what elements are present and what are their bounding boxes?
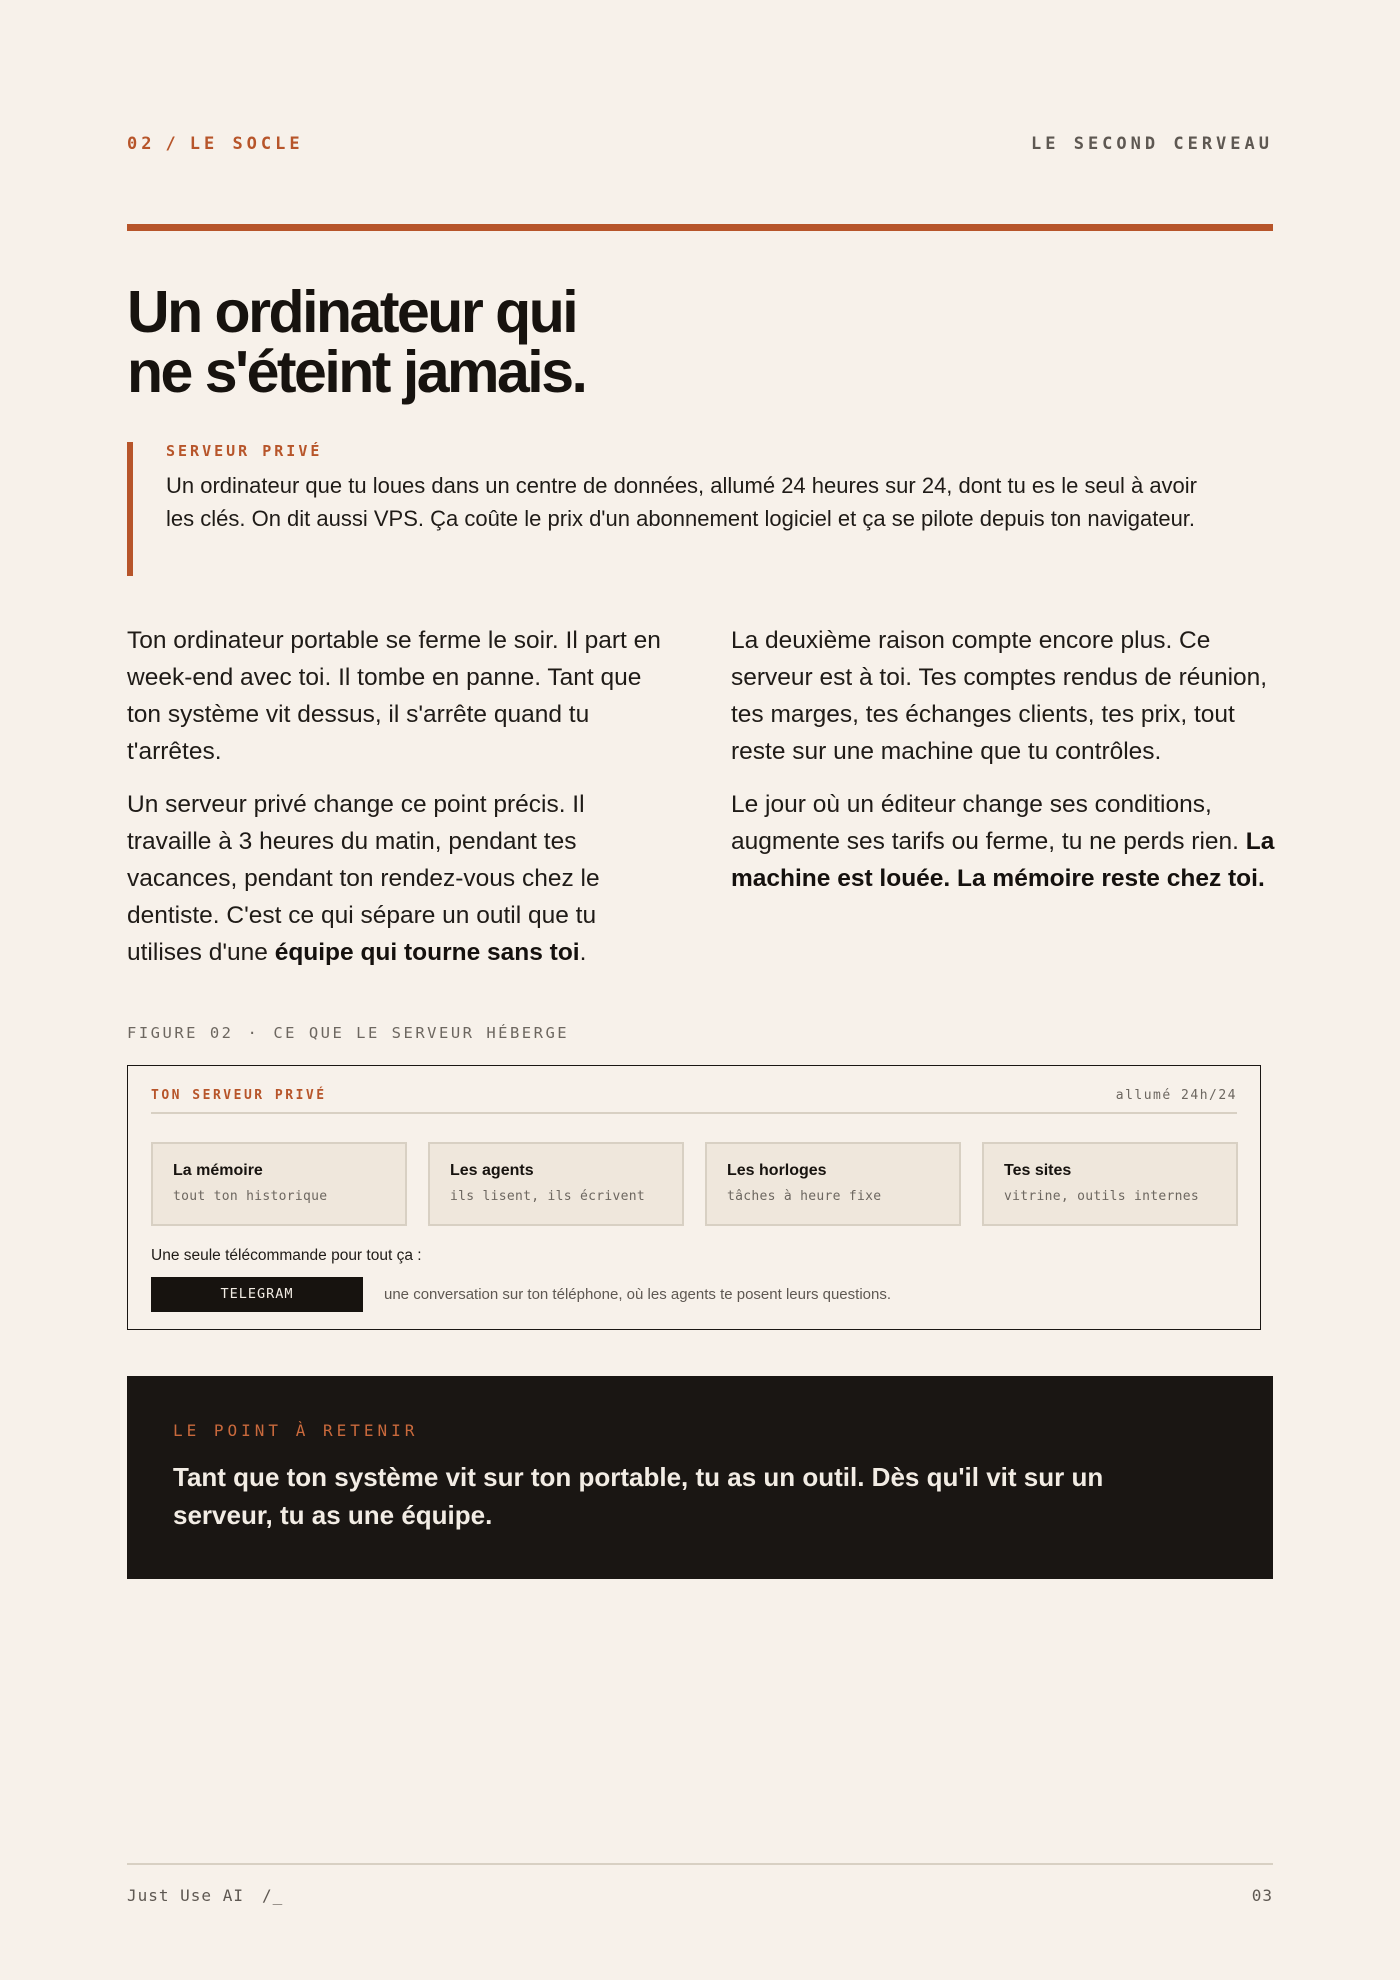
chapter-marker: [127, 134, 304, 154]
paragraph-text: Un serveur privé change ce point précis. Il travaille à 3 heures du matin, pendant tes vacances, pendant ton rendez-vous chez le dentiste. C'est ce qui sépare un outil que tu utilises d'une: [127, 791, 600, 966]
figure-number: FIGURE 02: [127, 1024, 234, 1042]
card-title: Tes sites: [1004, 1162, 1072, 1179]
title-line-1: Un ordinateur qui: [127, 279, 577, 345]
service-card-agents: [428, 1142, 684, 1226]
card-title: La mémoire: [173, 1162, 263, 1179]
diagram-status: allumé 24h/24: [1115, 1088, 1237, 1103]
brand-name: Just Use AI: [127, 1886, 244, 1905]
paragraph: Ton ordinateur portable se ferme le soir. Il part en week-end avec toi. Il tombe en panne. Tant que ton système vit dessus, il s'arrête quand tu t'arrêtes.: [127, 627, 661, 765]
page-title: [127, 279, 827, 405]
footer-brand: [127, 1886, 283, 1905]
card-subtitle: vitrine, outils internes: [1004, 1189, 1200, 1204]
card-title: Les horloges: [727, 1162, 827, 1179]
card-subtitle: tâches à heure fixe: [727, 1189, 882, 1204]
telegram-badge: TELEGRAM: [151, 1277, 363, 1312]
remote-label: Une seule télécommande pour tout ça :: [151, 1247, 422, 1264]
takeaway-label: LE POINT À RETENIR: [173, 1421, 419, 1440]
figure-caption-title: CE QUE LE SERVEUR HÉBERGE: [273, 1024, 570, 1042]
remote-description: une conversation sur ton téléphone, où les agents te posent leurs questions.: [384, 1286, 892, 1303]
emphasis-text: La machine est louée. La mémoire reste chez toi.: [731, 828, 1275, 892]
service-card-memory: [151, 1142, 407, 1226]
callout-text: Un ordinateur que tu loues dans un centre de données, allumé 24 heures sur 24, dont tu es le seul à avoir les clés. On dit aussi VPS. Ça coûte le prix d'un abonnement logiciel et ça se pilote depuis ton navigateur.: [166, 473, 1198, 531]
page-number: 03: [1251, 1886, 1273, 1905]
page: [127, 0, 1273, 1980]
callout-label: SERVEUR PRIVÉ: [166, 442, 323, 460]
service-card-clocks: [705, 1142, 961, 1226]
diagram-title: TON SERVEUR PRIVÉ: [151, 1088, 327, 1103]
paragraph: [127, 786, 667, 971]
page-header: [127, 134, 1273, 158]
chapter-title: LE SOCLE: [189, 134, 304, 154]
diagram-header: [151, 1088, 1237, 1114]
server-diagram: [127, 1065, 1261, 1330]
paragraph-text: Le jour où un éditeur change ses conditions, augmente ses tarifs ou ferme, tu ne perds rien.: [731, 791, 1246, 855]
caption-dot: ·: [247, 1024, 260, 1042]
figure-caption: [127, 1024, 569, 1042]
paragraph: [731, 786, 1276, 897]
chapter-number: 02: [127, 134, 156, 154]
card-subtitle: ils lisent, ils écrivent: [450, 1189, 646, 1204]
header-rule: [127, 224, 1273, 231]
body-column-right: [731, 622, 1276, 897]
service-cards: [151, 1142, 1237, 1226]
emphasis-text: équipe qui tourne sans toi: [274, 939, 580, 966]
paragraph-text: .: [579, 939, 587, 966]
body-column-left: [127, 622, 667, 971]
card-title: Les agents: [450, 1162, 534, 1179]
title-line-2: ne s'éteint jamais.: [127, 339, 586, 405]
brand-cursor: /_: [261, 1886, 284, 1905]
chapter-separator: /: [165, 134, 180, 154]
definition-callout: [127, 442, 1273, 576]
paragraph: La deuxième raison compte encore plus. Ce serveur est à toi. Tes comptes rendus de réunion, tes marges, tes échanges clients, tes prix, tout reste sur une machine que tu contrôles.: [731, 627, 1268, 765]
book-title: LE SECOND CERVEAU: [1031, 134, 1273, 154]
card-subtitle: tout ton historique: [173, 1189, 328, 1204]
takeaway-box: [127, 1376, 1273, 1579]
takeaway-text: Tant que ton système vit sur ton portable, tu as un outil. Dès qu'il vit sur un serveur, tu as une équipe.: [173, 1462, 1104, 1530]
footer-rule: [127, 1863, 1273, 1865]
service-card-sites: [982, 1142, 1238, 1226]
